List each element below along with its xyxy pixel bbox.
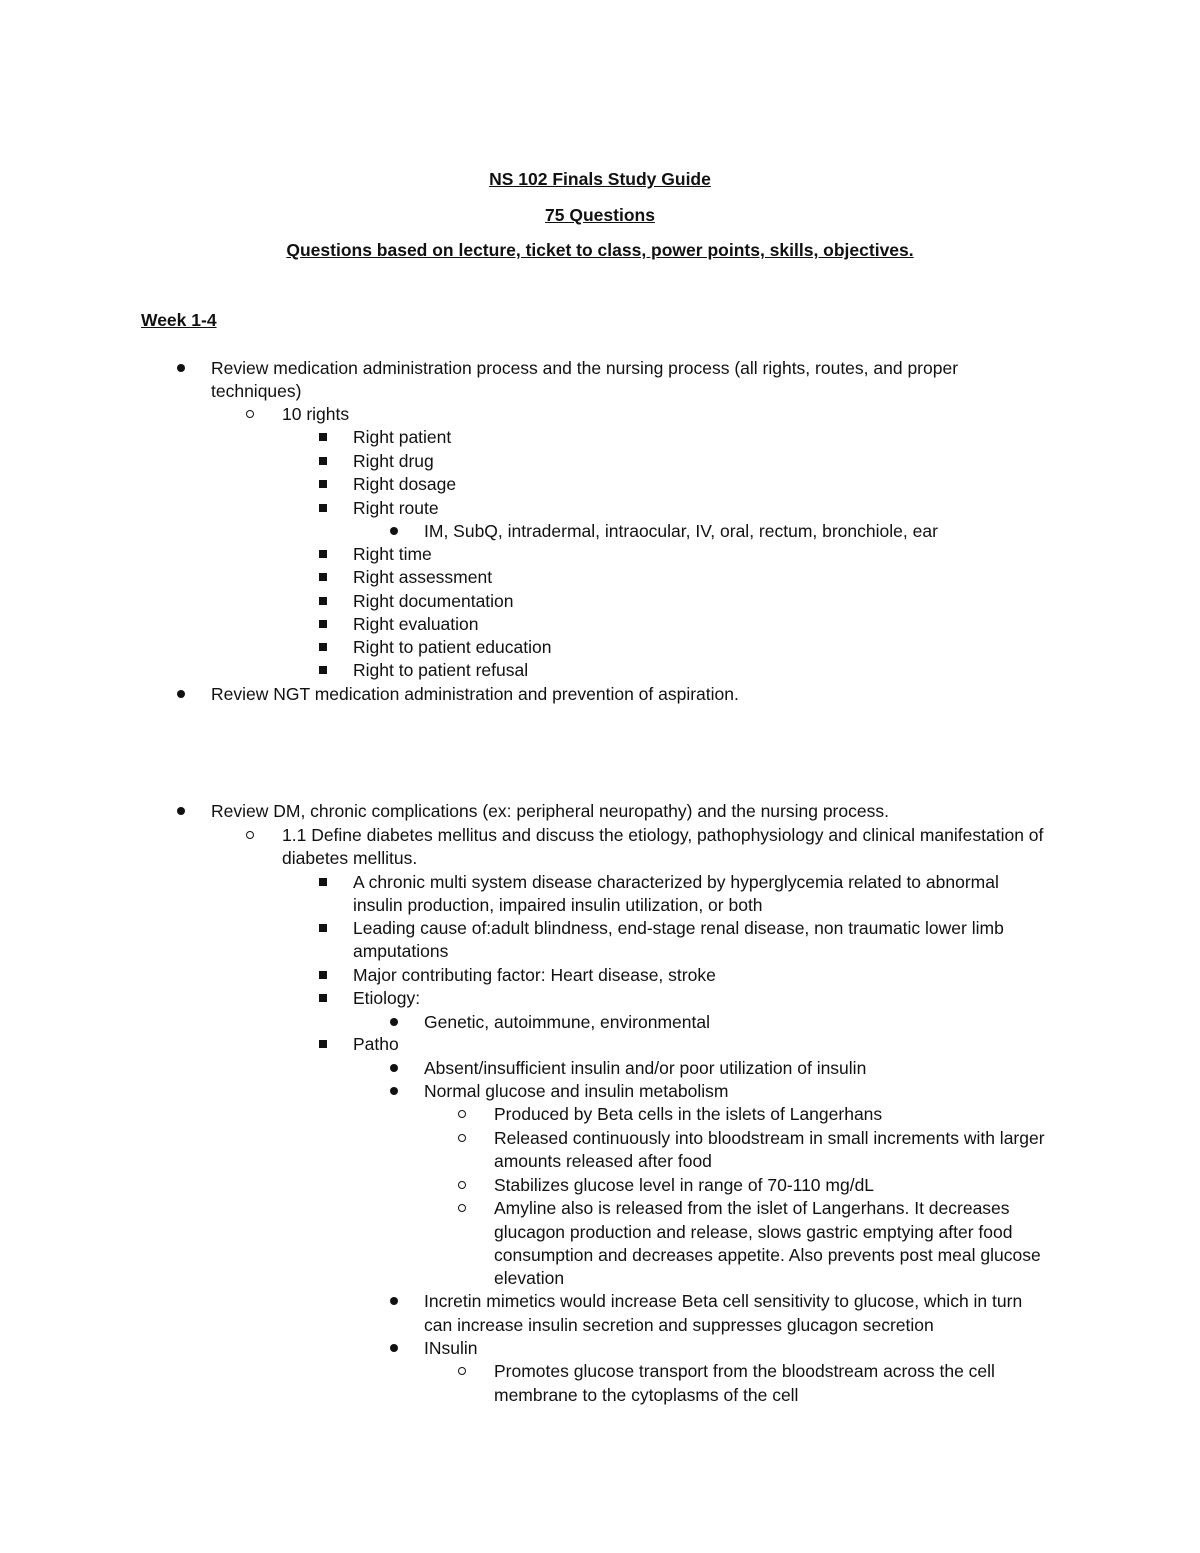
outline-item-text: 1.1 Define diabetes mellitus and discuss the etiology, pathophysiology and clinical manifestation of [282,825,1044,845]
bullet-square-icon [319,480,327,488]
bullet-circle-icon [246,831,254,839]
outline-item-text: Incretin mimetics would increase Beta cell sensitivity to glucose, which in turn [424,1291,1023,1311]
outline-item-continuation: elevation [494,1268,565,1288]
outline-item-text: Review DM, chronic complications (ex: peripheral neuropathy) and the nursing process. [211,801,889,821]
bullet-square-icon [319,504,327,512]
outline-item-text: Right to patient refusal [353,660,529,680]
outline-item-text: A chronic multi system disease characterized by hyperglycemia related to abnormal [353,872,999,892]
bullet-square-icon [319,878,327,886]
outline-item-text: Right time [353,544,432,564]
outline-item-text: Review medication administration process and the nursing process (all rights, routes, and proper [211,358,959,378]
bullet-dot-icon [390,1018,398,1026]
document-title: NS 102 Finals Study Guide [489,169,711,189]
outline-item-text: Genetic, autoimmune, environmental [424,1012,710,1032]
outline-item-text: Right assessment [353,567,493,587]
bullet-square-icon [319,971,327,979]
outline-item-text: Produced by Beta cells in the islets of Langerhans [494,1104,883,1124]
outline-item-text: Right drug [353,451,434,471]
bullet-square-icon [319,573,327,581]
outline-item-text: Right patient [353,427,452,447]
bullet-circle-icon [458,1181,466,1189]
bullet-dot-icon [390,527,398,535]
outline-item-text: Normal glucose and insulin metabolism [424,1081,729,1101]
bullet-square-icon [319,1040,327,1048]
bullet-circle-icon [246,410,254,418]
bullet-dot-icon [177,807,185,815]
bullet-dot-icon [177,364,185,372]
bullet-circle-icon [458,1204,466,1212]
outline-item-continuation: consumption and decreases appetite. Also prevents post meal glucose [494,1245,1041,1265]
outline-item-text: INsulin [424,1338,478,1358]
bullet-dot-icon [390,1064,398,1072]
outline-item-continuation: can increase insulin secretion and suppresses glucagon secretion [424,1315,934,1335]
outline-item-text: Promotes glucose transport from the bloodstream across the cell [494,1361,995,1381]
outline-item-text: Right route [353,498,439,518]
bullet-square-icon [319,550,327,558]
section-heading: Week 1-4 [141,310,217,330]
outline-item-text: Etiology: [353,988,421,1008]
question-count: 75 Questions [545,205,655,225]
bullet-dot-icon [390,1297,398,1305]
outline-item-text: IM, SubQ, intradermal, intraocular, IV, oral, rectum, bronchiole, ear [424,521,938,541]
bullet-square-icon [319,643,327,651]
bullet-square-icon [319,924,327,932]
bullet-square-icon [319,597,327,605]
outline-item-text: Major contributing factor: Heart disease, stroke [353,965,716,985]
bullet-square-icon [319,457,327,465]
question-basis: Questions based on lecture, ticket to class, power points, skills, objectives. [286,240,914,260]
outline-item-continuation: insulin production, impaired insulin utilization, or both [353,895,763,915]
outline-item-continuation: amounts released after food [494,1151,712,1171]
bullet-square-icon [319,666,327,674]
outline-item-continuation: amputations [353,941,449,961]
outline-item-continuation: diabetes mellitus. [282,848,418,868]
bullet-circle-icon [458,1110,466,1118]
bullet-square-icon [319,994,327,1002]
outline-item-continuation: membrane to the cytoplasms of the cell [494,1385,799,1405]
bullet-circle-icon [458,1134,466,1142]
outline-item-continuation: techniques) [211,381,302,401]
outline-item-text: Stabilizes glucose level in range of 70-110 mg/dL [494,1175,875,1195]
outline-item-text: 10 rights [282,404,350,424]
bullet-dot-icon [177,690,185,698]
outline-item-text: Right documentation [353,591,514,611]
bullet-dot-icon [390,1344,398,1352]
bullet-circle-icon [458,1367,466,1375]
outline-item-text: Right to patient education [353,637,552,657]
bullet-square-icon [319,620,327,628]
outline-item-text: Leading cause of:adult blindness, end-stage renal disease, non traumatic lower limb [353,918,1004,938]
outline-item-text: Right dosage [353,474,457,494]
outline-item-text: Right evaluation [353,614,479,634]
bullet-dot-icon [390,1087,398,1095]
outline-item-text: Absent/insufficient insulin and/or poor utilization of insulin [424,1058,867,1078]
outline-item-text: Review NGT medication administration and prevention of aspiration. [211,684,739,704]
bullet-square-icon [319,433,327,441]
outline-item-text: Released continuously into bloodstream in small increments with larger [494,1128,1045,1148]
outline-item-text: Patho [353,1034,399,1054]
outline-item-text: Amyline also is released from the islet of Langerhans. It decreases [494,1198,1010,1218]
outline-item-continuation: glucagon production and release, slows gastric emptying after food [494,1222,1013,1242]
